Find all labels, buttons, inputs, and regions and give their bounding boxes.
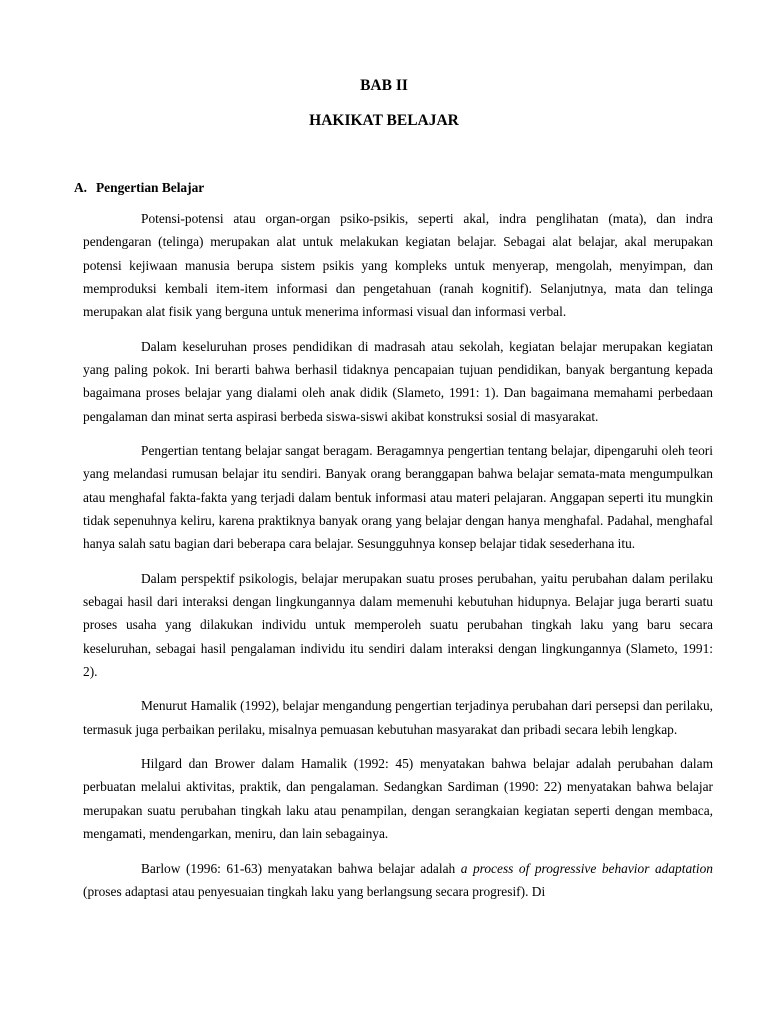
paragraph: Potensi-potensi atau organ-organ psiko-psikis, seperti akal, indra penglihatan (mata), dan indra pendengaran (telinga) merupakan alat untuk melakukan kegiatan belajar. Sebagai alat belajar, akal merupakan potensi kejiwaan manusia berupa sistem psikis yang kompleks untuk menyerap, mengolah, menyimpan, dan memproduksi kembali item-item informasi dan pengetahuan (ranah kognitif). Selanjutnya, mata dan telinga merupakan alat fisik yang berguna untuk menerima informasi visual dan informasi verbal.	[83, 211, 713, 320]
paragraph: Dalam keseluruhan proses pendidikan di madrasah atau sekolah, kegiatan belajar merupakan kegiatan yang paling pokok. Ini berarti bahwa berhasil tidaknya pencapaian tujuan pendidikan, banyak bergantung kepada bagaimana proses belajar yang dialami oleh anak didik (Slameto, 1991: 1). Dan bagaimana memahami perbedaan pengalaman dan minat serta aspirasi berbeda siswa-siswi akibat konstruksi sosial di masyarakat.	[83, 338, 713, 424]
paragraph	[83, 857, 713, 904]
paragraph-tail: (proses adaptasi atau penyesuaian tingkah laku yang berlangsung secara progresif). Di	[83, 883, 546, 899]
paragraph: Menurut Hamalik (1992), belajar mengandung pengertian terjadinya perubahan dari persepsi dan perilaku, termasuk juga perbaikan perilaku, misalnya pemuasan kebutuhan masyarakat dan pribadi secara lebih lengkap.	[83, 698, 713, 737]
paragraph: Pengertian tentang belajar sangat beragam. Beragamnya pengertian tentang belajar, dipengaruhi oleh teori yang melandasi rumusan belajar itu sendiri. Banyak orang beranggapan bahwa belajar semata-mata mengumpulkan atau menghafal fakta-fakta yang terjadi dalam bentuk informasi atau materi pelajaran. Anggapan seperti itu mungkin tidak sepenuhnya keliru, karena praktiknya banyak orang yang belajar dengan hanya menghafal. Padahal, menghafal hanya salah satu bagian dari beberapa cara belajar. Sesungguhnya konsep belajar tidak sesederhana itu.	[83, 443, 713, 552]
body-text	[83, 207, 713, 914]
section-letter: A.	[74, 180, 88, 195]
paragraph-lead: Barlow (1996: 61-63) menyatakan bahwa belajar adalah	[141, 860, 461, 876]
chapter-number: BAB II	[360, 77, 408, 94]
section-heading	[74, 180, 204, 196]
italic-term: a process of progressive behavior adaptation	[460, 860, 713, 876]
paragraph: Hilgard dan Brower dalam Hamalik (1992: 45) menyatakan bahwa belajar adalah perubahan dalam perbuatan melalui aktivitas, praktik, dan pengalaman. Sedangkan Sardiman (1990: 22) menyatakan bahwa belajar merupakan suatu perubahan tingkah laku atau penampilan, dengan serangkaian kegiatan seperti dengan membaca, mengamati, mendengarkan, meniru, dan lain sebagainya.	[83, 756, 713, 842]
section-title: Pengertian Belajar	[96, 180, 205, 195]
paragraph: Dalam perspektif psikologis, belajar merupakan suatu proses perubahan, yaitu perubahan dalam perilaku sebagai hasil dari interaksi dengan lingkungannya dalam memenuhi kebutuhan hidupnya. Belajar juga berarti suatu proses usaha yang dilakukan individu untuk memperoleh suatu perubahan tingkah laku yang baru secara keseluruhan, sebagai hasil pengalaman individu itu sendiri dalam interaksi dengan lingkungannya (Slameto, 1991: 2).	[83, 570, 713, 679]
chapter-title: HAKIKAT BELAJAR	[309, 112, 459, 129]
